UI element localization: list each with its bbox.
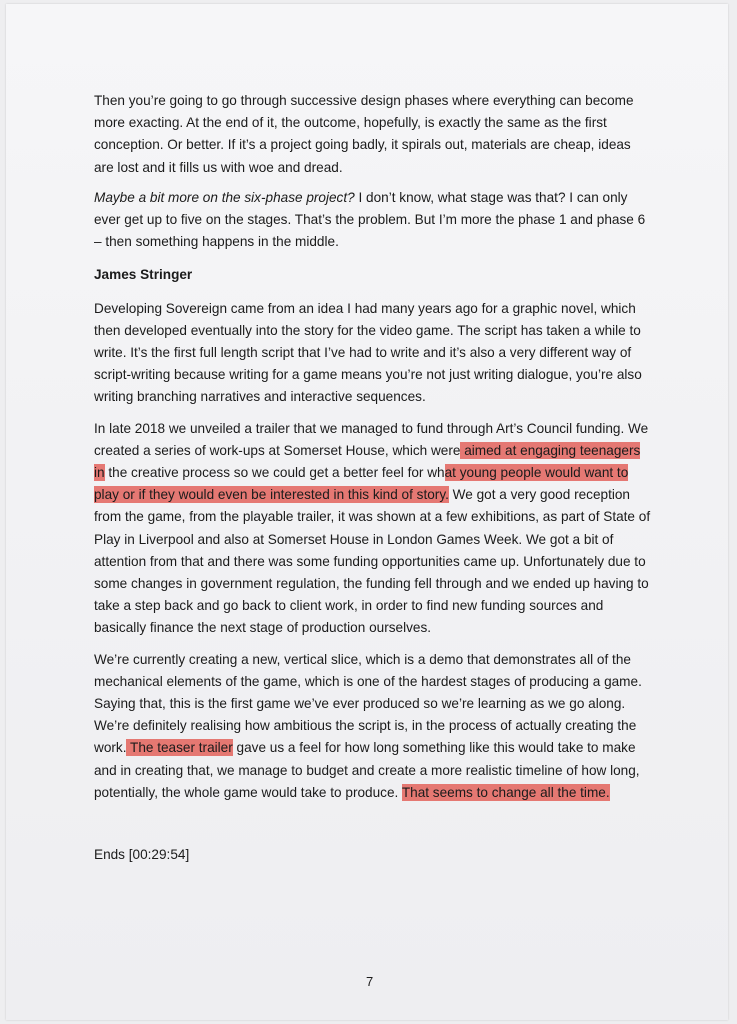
highlight-segment: The teaser trailer xyxy=(126,740,233,756)
interview-question: Maybe a bit more on the six-phase project? xyxy=(94,189,355,205)
ends-timestamp: Ends [00:29:54] xyxy=(94,847,190,863)
section-heading: James Stringer xyxy=(94,267,193,283)
text-segment: In late 2018 we unveiled a trailer that we managed to fund through Art’s Council funding. We created a series of work-ups at Somerset House, which were xyxy=(94,420,649,458)
body-text xyxy=(94,90,654,866)
document-page xyxy=(6,4,728,1020)
paragraph-sovereign: Developing Sovereign came from an idea I had many years ago for a graphic novel, which then developed eventually into the story for the video game. The script has taken a while to write. It’s the first full length script that I’ve had to write and it’s also a very different way of script-writing because writing for a game means you’re not just writing dialogue, you’re also writing branching narratives and interactive sequences. xyxy=(94,300,642,405)
text-segment: the creative process so we could get a better feel for wh xyxy=(104,465,445,481)
paragraph-trailer xyxy=(94,418,654,640)
interview-answer: I don’t know, what stage was that? I can only ever get up to five on the stages. That’s the problem. But I’m more the phase 1 and phase 6 – then something happens in the middle. xyxy=(94,189,646,250)
text-segment: We’re currently creating a new, vertical slice, which is a demo that demonstrates all of the mechanical elements of the game, which is one of the hardest stages of producing a game. Saying that, this is the first game we’ve ever produced so we’re learning as we go along. We’re definitely realising how ambitious the script is, in the process of actually creating the work. xyxy=(94,651,642,756)
text-segment: We got a very good reception from the game, from the playable trailer, it was shown at a few exhibitions, as part of State of Play in Liverpool and also at Somerset House in London Games Week. We got a bit of attention from that and there was some funding opportunities came up. Unfortunately due to some changes in government regulation, the funding fell through and we ended up having to take a step back and go back to client work, in order to find new funding sources and basically finance the next stage of production ourselves. xyxy=(94,487,651,636)
highlight-segment: aimed at engaging teenagers in xyxy=(94,442,641,481)
text-segment: gave us a feel for how long something like this would take to make and in creating that, we manage to budget and create a more realistic timeline of how long, potentially, the whole game would take to produce. xyxy=(94,740,640,800)
paragraph-vertical-slice xyxy=(94,649,654,804)
highlight-segment: at young people would want to play or if they would even be interested in this kind of story. xyxy=(94,465,629,503)
highlight-segment: That seems to change all the time. xyxy=(401,784,610,800)
page-number: 7 xyxy=(366,974,374,989)
paragraph-design-phases: Then you’re going to go through successive design phases where everything can become more exacting. At the end of it, the outcome, hopefully, is exactly the same as the first conception. Or better. If it’s a project going badly, it spirals out, materials are cheap, ideas are lost and it fills us with woe and dread. xyxy=(94,93,634,175)
paragraph-six-phase xyxy=(94,187,654,254)
